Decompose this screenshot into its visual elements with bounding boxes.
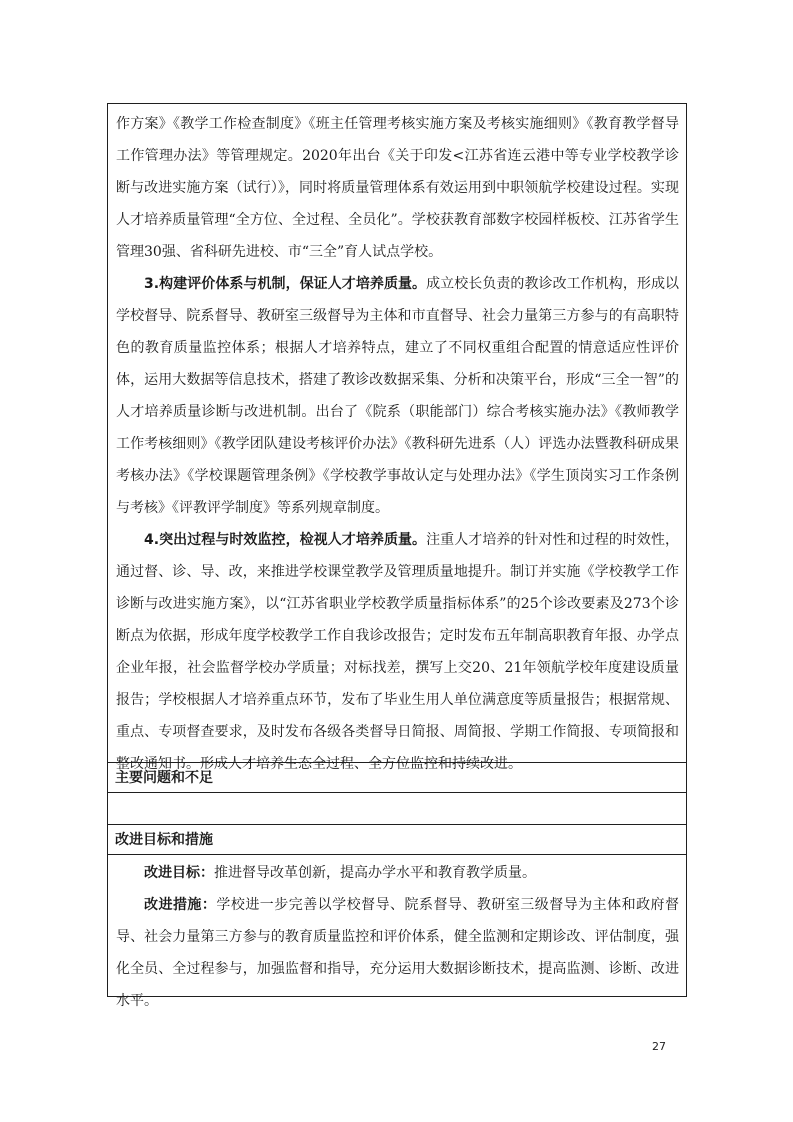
goal-text: 推进督导改革创新，提高办学水平和教育教学质量。 xyxy=(214,865,536,881)
main-content-cell xyxy=(108,104,686,772)
item-3-body: 成立校长负责的教诊改工作机构，形成以学校督导、院系督导、教研室三级督导为主体和市直督导、社会力量第三方参与的有高职特色的教育质量监控体系；根据人才培养特点，建立了不同权重组合配置的情意适应性评价体，运用大数据等信息技术，搭建了教诊改数据采集、分析和决策平台，形成“三全一智”的人才培养质量诊断与改进机制。出台了《院系（职能部门）综合考核实施办法》《教师教学工作考核细则》《教学团队建设考核评价办法》《教科研先进系（人）评选办法暨教科研成果考核办法》《学校课题管理条例》《学校教学事故认定与处理办法》《学生顶岗实习工作条例与考核》《评教评学制度》等系列规章制度。 xyxy=(116,276,679,516)
goal-label: 改进目标： xyxy=(144,865,214,881)
item-3-title: 3.构建评价体系与机制，保证人才培养质量。 xyxy=(144,276,427,292)
page-number: 27 xyxy=(652,1040,666,1053)
item-4-body: 注重人才培养的针对性和过程的时效性，通过督、诊、导、改，来推进学校课堂教学及管理质量地提升。制订并实施《学校教学工作诊断与改进实施方案》，以“江苏省职业学校教学质量指标体系”的25个诊改要素及273个诊断点为依据，形成年度学校教学工作自我诊改报告；定时发布五年制高职教育年报、办学点企业年报，社会监督学校办学质量；对标找差，撰写上交20、21年领航学校年度建设质量报告；学校根据人才培养重点环节，发布了毕业生用人单位满意度等质量报告；根据常规、重点、专项督查要求，及时发布各级各类督导日简报、周简报、学期工作简报、专项简报和整改通知书。形成人才培养生态全过程、全方位监控和持续改进。 xyxy=(116,532,679,772)
intro-paragraph: 作方案》《教学工作检查制度》《班主任管理考核实施方案及考核实施细则》《教育教学督导工作管理办法》等管理规定。2020年出台《关于印发<江苏省连云港中等专业学校教学诊断与改进实施方案（试行）》，同时将质量管理体系有效运用到中职领航学校建设过程。实现人才培养质量管理“全方位、全过程、全员化”。学校获教育部数字校园样板校、江苏省学生管理30强、省科研先进校、市“三全”育人试点学校。 xyxy=(116,116,679,260)
item-4-title: 4.突出过程与时效监控，检视人才培养质量。 xyxy=(144,532,427,548)
improvement-content-cell xyxy=(108,854,686,1009)
improvement-heading: 改进目标和措施 xyxy=(108,824,686,854)
item-4-paragraph xyxy=(116,524,679,780)
issues-content-cell xyxy=(108,792,686,824)
goal-paragraph xyxy=(116,857,679,889)
measures-text: 学校进一步完善以学校督导、院系督导、教研室三级督导为主体和政府督导、社会力量第三方参与的教育质量监控和评价体系，健全监测和定期诊改、评估制度，强化全员、全过程参与，加强监督和指导，充分运用大数据诊断技术，提高监测、诊断、改进水平。 xyxy=(116,897,680,1009)
measures-label: 改进措施： xyxy=(144,897,217,913)
report-table xyxy=(107,103,687,1009)
measures-paragraph xyxy=(116,889,679,1017)
item-3-paragraph xyxy=(116,268,679,524)
issues-heading: 主要问题和不足 xyxy=(108,762,686,792)
